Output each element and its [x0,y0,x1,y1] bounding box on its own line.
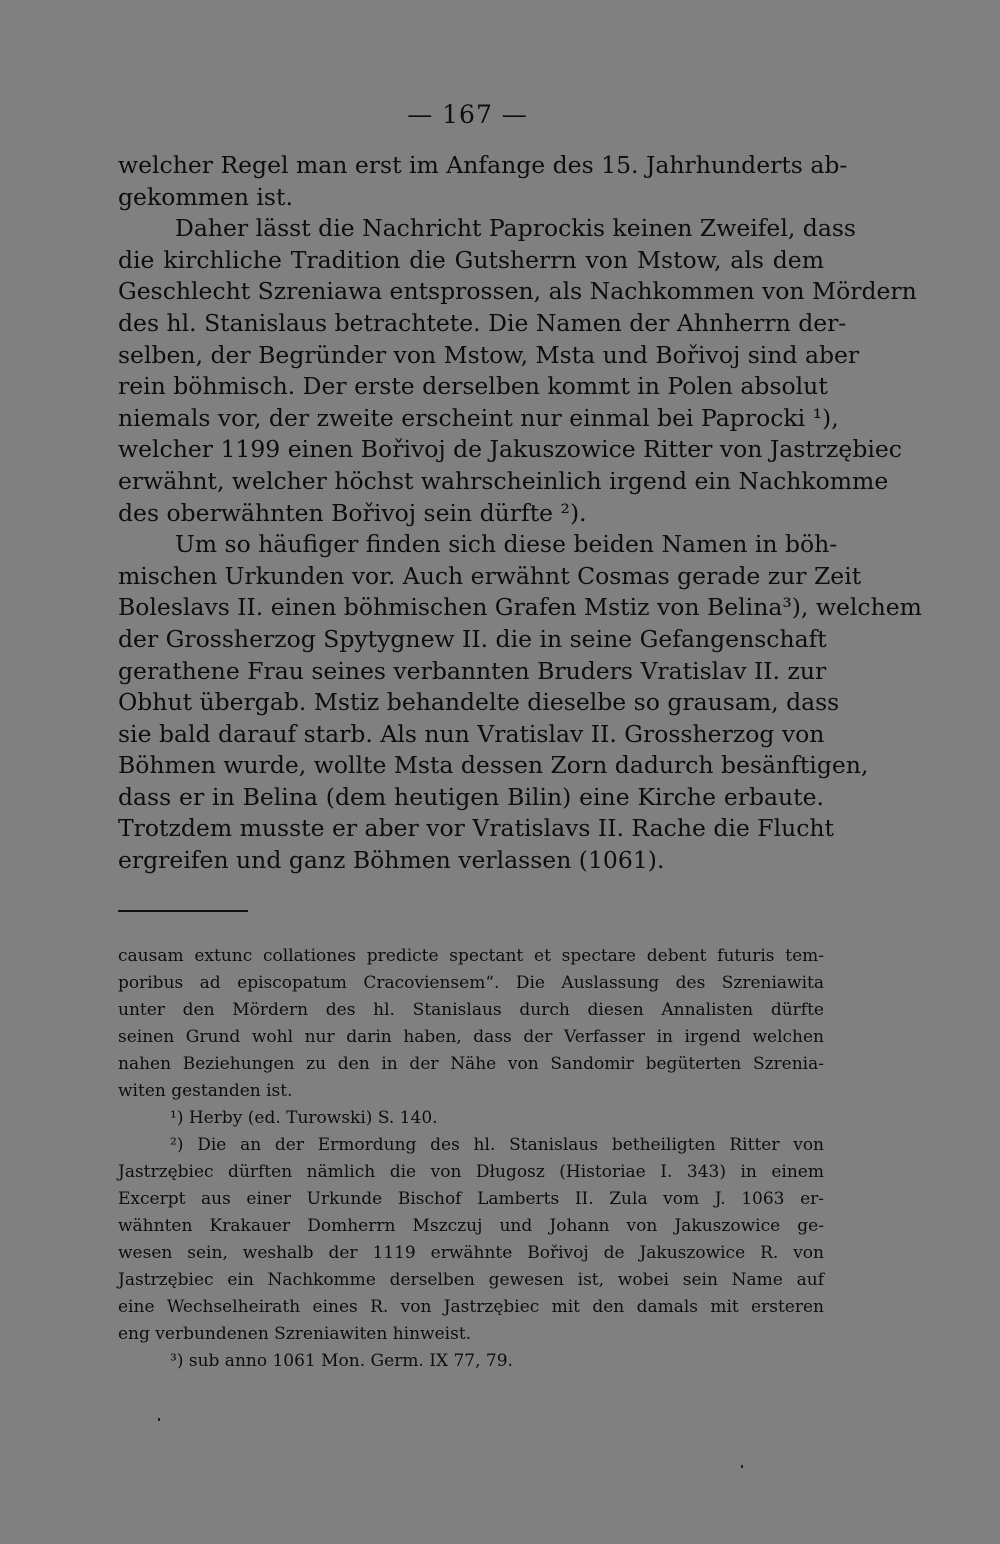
text-line: Um so häufiger finden sich diese beiden Namen in böh- [175,530,838,559]
footnote-line: witen gestanden ist. [118,1081,293,1101]
footnote-line: eng verbundenen Szreniawiten hinweist. [118,1324,472,1344]
footnote-separator [118,910,248,912]
footnotes [118,943,824,1375]
text-line: welcher 1199 einen Bořivoj de Jakuszowice Ritter von Jastrzębiec [118,435,902,464]
text-line: Geschlecht Szreniawa entsprossen, als Nachkommen von Mördern [118,277,917,306]
footnote-line: wesen sein, weshalb der 1119 erwähnte Bořivoj de Jakuszowice R. von [118,1243,824,1263]
text-line: Trotzdem musste er aber vor Vratislavs II. Rache die Flucht [118,814,834,843]
text-line: sie bald darauf starb. Als nun Vratislav II. Grossherzog von [118,719,825,748]
text-line: gerathene Frau seines verbannten Bruders Vratislav II. zur [118,656,827,685]
text-line: Daher lässt die Nachricht Paprockis keinen Zweifel, dass [175,214,856,243]
footnote-line: ²) Die an der Ermordung des hl. Stanislaus betheiligten Ritter von [170,1135,824,1155]
footnote-line: unter den Mördern des hl. Stanislaus durch diesen Annalisten dürfte [118,1000,824,1020]
footnote-line: poribus ad episcopatum Cracoviensem“. Die Auslassung des Szreniawita [118,973,824,993]
main-text [118,150,922,877]
footnote-line: seinen Grund wohl nur darin haben, dass der Verfasser in irgend welchen [118,1027,824,1047]
footnote-line: wähnten Krakauer Domherrn Mszczuj und Johann von Jakuszowice ge- [118,1216,824,1236]
page-number: — 167 — [407,100,528,129]
footnote-line: ¹) Herby (ed. Turowski) S. 140. [170,1108,438,1128]
text-line: erwähnt, welcher höchst wahrscheinlich irgend ein Nachkomme [118,466,889,495]
text-line: des oberwähnten Bořivoj sein dürfte ²). [118,498,587,527]
text-line: Böhmen wurde, wollte Msta dessen Zorn dadurch besänftigen, [118,751,869,780]
footnote-line: causam extunc collationes predicte spectant et spectare debent futuris tem- [118,946,824,966]
text-line: rein böhmisch. Der erste derselben kommt in Polen absolut [118,372,828,401]
text-line: Boleslavs II. einen böhmischen Grafen Mstiz von Belina³), welchem [118,593,922,622]
text-line: selben, der Begründer von Mstow, Msta und Bořivoj sind aber [118,340,860,369]
scan-speck [741,1465,743,1468]
footnote-line: Jastrzębiec ein Nachkomme derselben gewesen ist, wobei sein Name auf [118,1270,824,1290]
text-line: die kirchliche Tradition die Gutsherrn von Mstow, als dem [118,245,824,274]
text-line: niemals vor, der zweite erscheint nur einmal bei Paprocki ¹), [118,403,839,432]
text-line: dass er in Belina (dem heutigen Bilin) eine Kirche erbaute. [118,782,824,811]
text-line: gekommen ist. [118,182,293,211]
footnote-line: ³) sub anno 1061 Mon. Germ. IX 77, 79. [170,1351,513,1371]
footnote-line: nahen Beziehungen zu den in der Nähe von Sandomir begüterten Szrenia- [118,1054,824,1074]
footnote-line: Jastrzębiec dürften nämlich die von Długosz (Historiae I. 343) in einem [118,1162,824,1182]
text-line: Obhut übergab. Mstiz behandelte dieselbe so grausam, dass [118,688,840,717]
text-line: welcher Regel man erst im Anfange des 15. Jahrhunderts ab- [118,151,848,179]
footnote-line: Excerpt aus einer Urkunde Bischof Lamberts II. Zula vom J. 1063 er- [118,1189,824,1209]
text-line: des hl. Stanislaus betrachtete. Die Namen der Ahnherrn der- [118,308,847,337]
footnote-line: eine Wechselheirath eines R. von Jastrzębiec mit den damals mit ersteren [118,1297,824,1317]
text-line: ergreifen und ganz Böhmen verlassen (1061). [118,846,665,875]
text-line: mischen Urkunden vor. Auch erwähnt Cosmas gerade zur Zeit [118,561,862,590]
scan-speck [158,1418,160,1421]
text-line: der Grossherzog Spytygnew II. die in seine Gefangenschaft [118,624,827,653]
